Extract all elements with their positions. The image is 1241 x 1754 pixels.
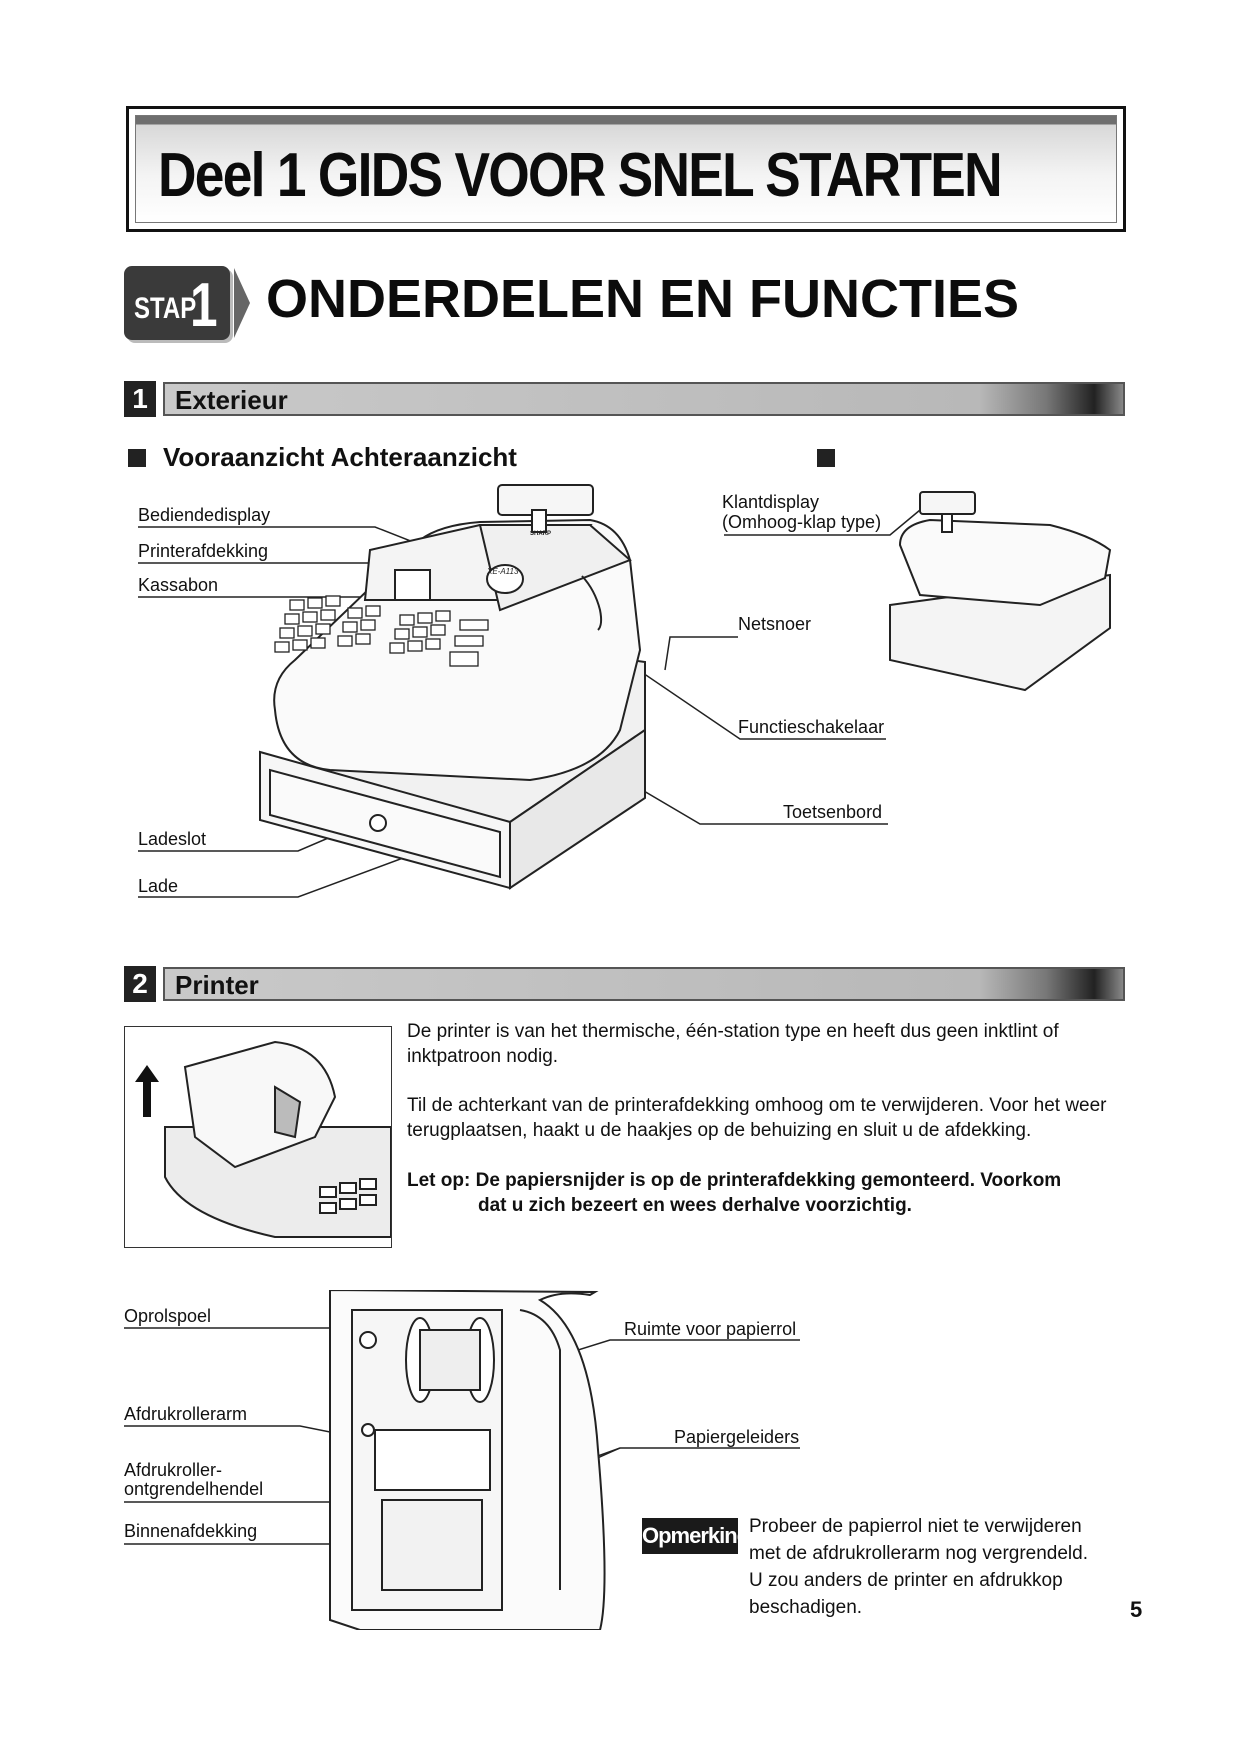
rear-customer-display: [920, 492, 975, 514]
section2-number: 2: [124, 966, 156, 1002]
label-take-up-spool: Oprolspoel: [124, 1306, 212, 1326]
note-badge: Opmerking: [642, 1518, 738, 1554]
keypad-key: [293, 640, 307, 650]
printer-mechanism-illustration: [120, 1290, 810, 1630]
label-power-cord: Netsnoer: [738, 614, 812, 634]
keypad-key: [408, 641, 422, 651]
keypad-key: [426, 639, 440, 649]
keypad-key: [356, 634, 370, 644]
label-customer-display: Klantdisplay: [722, 492, 820, 512]
paper-roll: [420, 1330, 480, 1390]
leader-line: [724, 510, 920, 535]
keypad-key: [366, 606, 380, 616]
label-drawer-lock: Ladeslot: [138, 829, 207, 849]
part-title: Deel 1 GIDS VOOR SNEL STARTEN: [158, 141, 1001, 210]
part-title-background: [135, 115, 1117, 223]
keypad-key: [340, 1183, 356, 1193]
keypad-key: [418, 613, 432, 623]
keypad-key: [360, 1195, 376, 1205]
label-printer-cover: Printerafdekking: [138, 541, 269, 561]
receipt-slot: [395, 570, 430, 600]
keypad-key: [361, 620, 375, 630]
keypad-key: [326, 596, 340, 606]
step-arrow-icon: [234, 268, 250, 338]
label-operator-display: Bediendedisplay: [138, 505, 271, 525]
keypad-key: [431, 625, 445, 635]
keypad-key: [316, 624, 330, 634]
label-release-lever-2: ontgrendelhendel: [124, 1479, 264, 1499]
label-paper-roll-space: Ruimte voor papierrol: [624, 1319, 797, 1339]
keypad-key: [343, 622, 357, 632]
square-bullet-icon: [128, 449, 146, 467]
arrow-up-icon: [135, 1065, 159, 1117]
step-badge-word: STAP: [134, 292, 197, 325]
keypad-key: [348, 608, 362, 618]
keypad-key: [436, 611, 450, 621]
keypad-key: [320, 1187, 336, 1197]
section1-title: Exterieur: [175, 385, 288, 415]
label-drawer: Lade: [138, 876, 179, 896]
label-customer-display-type: (Omhoog-klap type): [722, 512, 882, 532]
keypad-key: [340, 1199, 356, 1209]
caution-line-1: Let op: De papiersnijder is op de printerafdekking gemonteerd. Voorkom: [407, 1170, 1062, 1191]
part-title-box: [126, 106, 1126, 232]
keypad-key: [413, 627, 427, 637]
keypad-key: [308, 598, 322, 608]
brand-text: SHARP: [530, 531, 552, 537]
note-line: Probeer de papierrol niet te verwijderen: [749, 1516, 1082, 1537]
keypad-key: [450, 652, 478, 666]
label-receipt: Kassabon: [138, 575, 219, 595]
label-release-lever: Afdrukroller-: [124, 1460, 223, 1480]
keypad-key: [285, 614, 299, 624]
label-print-roller-arm: Afdrukrollerarm: [124, 1404, 248, 1424]
print-roller-arm: [375, 1430, 490, 1490]
cash-register-illustration: [120, 480, 1130, 910]
leader-line: [665, 637, 738, 670]
keypad-key: [311, 638, 325, 648]
note-line: U zou anders de printer en afdrukkop: [749, 1570, 1063, 1591]
keypad-key: [460, 620, 488, 630]
caution-line-2: dat u zich bezeert en wees derhalve voorzichtig.: [478, 1195, 912, 1216]
printer-cover-drawing: [125, 1027, 391, 1247]
section2-title: Printer: [175, 970, 259, 1000]
label-keyboard: Toetsenbord: [783, 802, 883, 822]
section1-header-bar: [163, 382, 1125, 416]
label-mode-switch: Functieschakelaar: [738, 717, 885, 737]
keypad-key: [390, 643, 404, 653]
keypad-key: [298, 626, 312, 636]
step-badge-number: 1: [190, 271, 218, 340]
keypad-key: [290, 600, 304, 610]
keypad-key: [321, 610, 335, 620]
note-text: [749, 1513, 1088, 1621]
printer-cover-illustration: [124, 1026, 392, 1248]
inner-cover: [382, 1500, 482, 1590]
keypad-key: [303, 612, 317, 622]
rear-display-post: [942, 514, 952, 532]
section1-number: 1: [124, 381, 156, 417]
keypad-key: [280, 628, 294, 638]
lever-pivot: [362, 1424, 374, 1436]
drawer-lock-keyhole: [370, 815, 386, 831]
keypad-key: [275, 642, 289, 652]
step-badge: [124, 266, 230, 340]
note-line: met de afdrukrollerarm nog vergrendeld.: [749, 1543, 1089, 1564]
printer-paragraph-2: Til de achterkant van de printerafdekking omhoog om te verwijderen. Voor het weer terugplaatsen, haakt u de haakjes op de behuizing en sluit u de afdekking.: [407, 1095, 1107, 1141]
keypad-key: [360, 1179, 376, 1189]
model-text: XE-A113: [487, 567, 519, 576]
label-paper-guides: Papiergeleiders: [674, 1427, 800, 1447]
step-title: ONDERDELEN EN FUNCTIES: [266, 269, 1020, 329]
keypad-key: [338, 636, 352, 646]
front-view-heading: Vooraanzicht Achteraanzicht: [163, 442, 517, 472]
printer-paragraph-1: De printer is van het thermische, één-station type en heeft dus geen inktlint of inktpatroon nodig.: [407, 1021, 1059, 1067]
page-number: 5: [1130, 1597, 1143, 1622]
note-line: beschadigen.: [749, 1597, 863, 1618]
label-inner-cover: Binnenafdekking: [124, 1521, 258, 1541]
customer-display-post: [532, 510, 546, 532]
spool-gear: [360, 1332, 376, 1348]
keypad-key: [455, 636, 483, 646]
keypad-key: [395, 629, 409, 639]
square-bullet-icon: [817, 449, 835, 467]
section2-header-bar: [163, 967, 1125, 1001]
keypad-key: [320, 1203, 336, 1213]
keypad-key: [400, 615, 414, 625]
